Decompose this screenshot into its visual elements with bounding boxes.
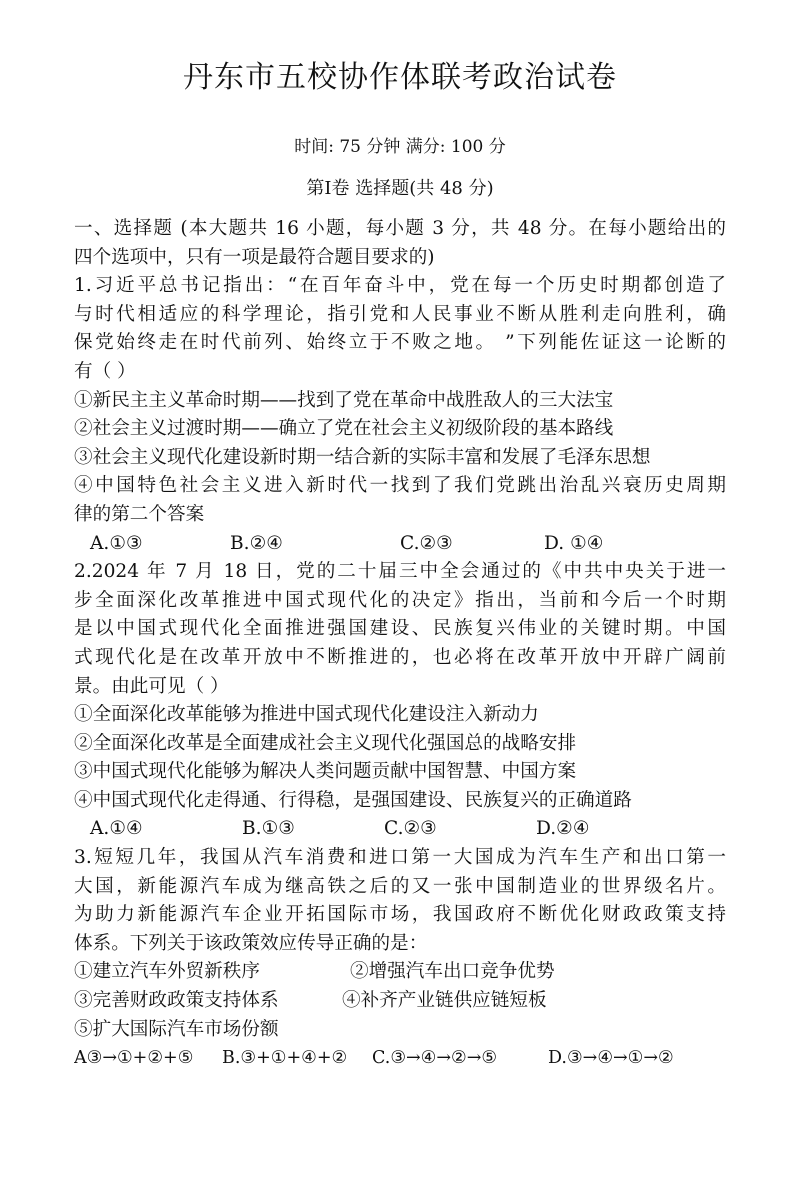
statement: ③社会主义现代化建设新时期一结合新的实际丰富和发展了毛泽东思想 <box>74 446 651 468</box>
question-stem-line: 为助力新能源汽车企业开拓国际市场，我国政府不断优化财政政策支持 <box>74 904 726 926</box>
statement: ③中国式现代化能够为解决人类问题贡献中国智慧、中国方案 <box>74 761 577 783</box>
option-b[interactable]: B.③+①+④+② <box>222 1048 348 1069</box>
statement: ①新民主主义革命时期——找到了党在革命中战胜敌人的三大法宝 <box>74 389 614 411</box>
option-d[interactable]: D.②④ <box>536 818 590 840</box>
option-c[interactable]: C.③→④→②→⑤ <box>372 1048 498 1069</box>
question-stem-line: 大国，新能源汽车成为继高铁之后的又一张中国制造业的世界级名片。 <box>74 875 726 897</box>
question-stem-line: 步全面深化改革推进中国式现代化的决定》指出，当前和今后一个时期 <box>74 589 726 611</box>
statement: ④中国式现代化走得通、行得稳，是强国建设、民族复兴的正确道路 <box>74 789 632 811</box>
statement: ②社会主义过渡时期——确立了党在社会主义初级阶段的基本路线 <box>74 418 614 440</box>
option-a[interactable]: A.①③ <box>90 532 143 554</box>
statement-row <box>74 958 726 987</box>
statement: ③完善财政政策支持体系 <box>74 990 279 1012</box>
answer-options <box>74 1044 726 1073</box>
exam-body <box>74 215 726 1073</box>
option-c[interactable]: C.②③ <box>384 818 437 840</box>
option-a[interactable]: A③→①+②+⑤ <box>74 1048 194 1069</box>
answer-options <box>74 815 726 844</box>
statement: 律的第二个答案 <box>74 503 205 525</box>
question-stem-line: 1.习近平总书记指出：“在百年奋斗中，党在每一个历史时期都创造了 <box>74 275 726 297</box>
statement-row <box>74 987 726 1016</box>
question-stem-line: 是以中国式现代化全面推进强国建设、民族复兴伟业的关键时期。中国 <box>74 618 726 640</box>
option-b[interactable]: B.②④ <box>230 532 283 554</box>
question-stem-line: 与时代相适应的科学理论，指引党和人民事业不断从胜利走向胜利，确 <box>74 303 726 325</box>
question-3 <box>74 844 726 1073</box>
question-2 <box>74 558 726 844</box>
statement: ⑤扩大国际汽车市场份额 <box>74 1018 279 1040</box>
statement: ②全面深化改革是全面建成社会主义现代化强国总的战略安排 <box>74 732 577 754</box>
option-c[interactable]: C.②③ <box>400 532 453 554</box>
option-d[interactable]: D. ①④ <box>544 532 604 554</box>
question-stem-line: 2.2024 年 7 月 18 日，党的二十届三中全会通过的《中共中央关于进一 <box>74 561 726 583</box>
statement: ④补齐产业链供应链短板 <box>342 990 547 1012</box>
question-stem-line: 3.短短几年，我国从汽车消费和进口第一大国成为汽车生产和出口第一 <box>74 847 726 869</box>
question-1 <box>74 272 726 558</box>
option-d[interactable]: D.③→④→①→② <box>548 1048 674 1069</box>
statement: ④中国特色社会主义进入新时代一找到了我们党跳出治乱兴衰历史周期 <box>74 475 726 497</box>
section-heading: 第Ⅰ卷 选择题(共 48 分) <box>306 178 494 199</box>
instructions-line: 一、选择题 (本大题共 16 小题，每小题 3 分，共 48 分。在每小题给出的 <box>74 218 726 239</box>
instructions-line: 四个选项中，只有一项是最符合题目要求的) <box>74 246 435 268</box>
question-stem-line: 有（ ） <box>74 360 136 382</box>
option-a[interactable]: A.①④ <box>90 818 143 840</box>
question-stem-line: 体系。下列关于该政策效应传导正确的是： <box>74 932 428 954</box>
statement: ②增强汽车出口竞争优势 <box>350 961 555 983</box>
answer-options <box>74 530 726 559</box>
page-title: 丹东市五校协作体联考政治试卷 <box>183 60 617 95</box>
question-stem-line: 式现代化是在改革开放中不断推进的，也必将在改革开放中开辟广阔前 <box>74 646 726 668</box>
question-stem-line: 景。由此可见（ ） <box>74 675 229 697</box>
statement: ①建立汽车外贸新秩序 <box>74 961 260 983</box>
statement: ①全面深化改革能够为推进中国式现代化建设注入新动力 <box>74 704 539 726</box>
option-b[interactable]: B.①③ <box>242 818 295 840</box>
exam-info: 时间: 75 分钟 满分: 100 分 <box>294 137 506 157</box>
question-stem-line: 保党始终走在时代前列、始终立于不败之地。 ”下列能佐证这一论断的 <box>74 332 726 354</box>
